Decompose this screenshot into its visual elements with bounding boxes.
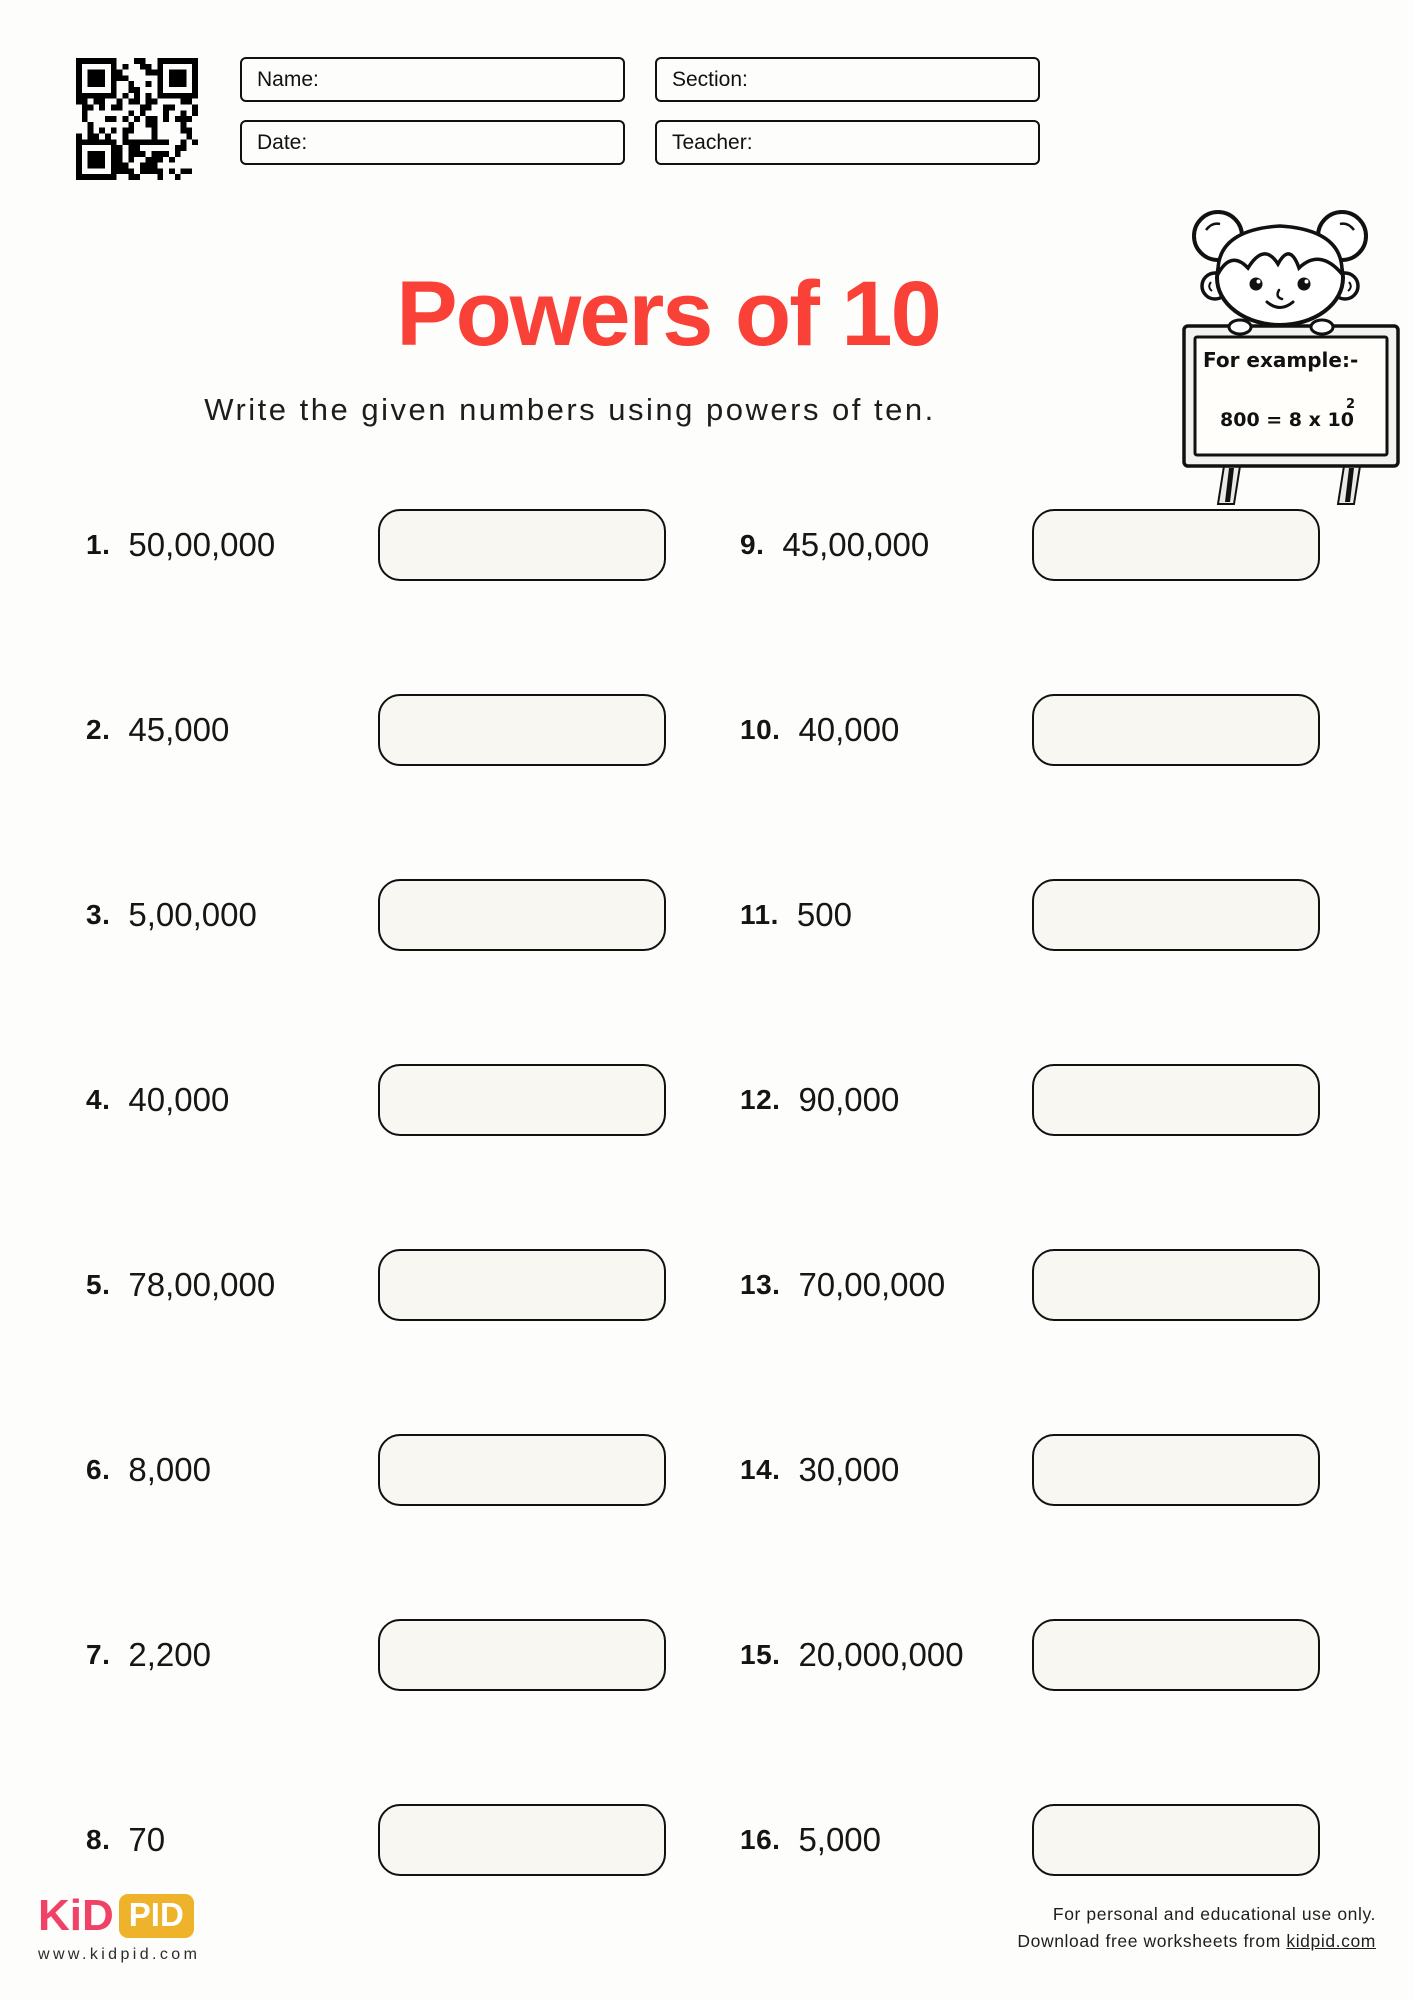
answer-box[interactable] [1032,879,1320,951]
problem-item [86,519,275,571]
kidpid-logo [38,1891,200,1941]
answer-box[interactable] [378,1619,666,1691]
problem-value: 40,000 [798,711,900,748]
girl-mascot-illustration [1182,178,1402,510]
problem-value: 8,000 [128,1451,211,1488]
problem-item [86,1629,211,1681]
problem-number: 4. [86,1084,111,1115]
answer-box[interactable] [1032,509,1320,581]
answer-box[interactable] [378,1249,666,1321]
problem-item [740,704,899,756]
problem-item [740,1814,881,1866]
problem-number: 5. [86,1269,111,1300]
answer-box[interactable] [1032,1619,1320,1691]
answer-box[interactable] [1032,1804,1320,1876]
problem-number: 8. [86,1824,111,1855]
problem-number: 3. [86,899,111,930]
footer-branding [38,1891,200,1964]
answer-box[interactable] [1032,1249,1320,1321]
footer-note [1017,1901,1376,1955]
problem-number: 16. [740,1824,781,1855]
problem-item [740,1629,964,1681]
answer-box[interactable] [378,1064,666,1136]
header-field[interactable] [240,57,625,102]
answer-box[interactable] [378,1804,666,1876]
problem-value: 90,000 [798,1081,900,1118]
problem-number: 2. [86,714,111,745]
problem-item [740,889,852,941]
problem-number: 7. [86,1639,111,1670]
qr-code [76,58,198,180]
page-title: Powers of 10 [396,263,940,365]
problem-number: 13. [740,1269,781,1300]
problem-value: 45,000 [128,711,230,748]
field-label: Name: [257,67,319,91]
problem-item [740,1074,899,1126]
problem-number: 12. [740,1084,781,1115]
header-field[interactable] [655,120,1040,165]
problem-number: 15. [740,1639,781,1670]
answer-box[interactable] [378,509,666,581]
answer-box[interactable] [1032,694,1320,766]
problem-value: 70,00,000 [798,1266,946,1303]
problem-number: 11. [740,899,779,930]
problem-value: 2,200 [128,1636,211,1673]
problem-item [86,1259,275,1311]
header-field[interactable] [240,120,625,165]
answer-box[interactable] [378,879,666,951]
field-label: Section: [672,67,748,91]
problem-item [86,1444,211,1496]
instructions-text: Write the given numbers using powers of ten. [204,392,936,427]
example-exponent: 2 [1346,397,1356,412]
answer-box[interactable] [1032,1064,1320,1136]
usage-note-line2-text: Download free worksheets from [1017,1931,1287,1952]
problem-item [740,1444,899,1496]
problem-number: 9. [740,529,765,560]
problem-value: 40,000 [128,1081,230,1118]
header-field[interactable] [655,57,1040,102]
answer-box[interactable] [1032,1434,1320,1506]
problem-value: 78,00,000 [128,1266,276,1303]
field-label: Date: [257,130,308,154]
usage-note-line1: For personal and educational use only. [1052,1904,1376,1924]
website-url: www.kidpid.com [38,1946,201,1963]
problem-item [740,519,929,571]
problem-value: 5,000 [798,1821,882,1858]
problem-value: 30,000 [798,1451,900,1488]
problem-number: 14. [740,1454,781,1485]
problem-item [86,1074,229,1126]
problem-value: 20,000,000 [798,1636,964,1673]
problem-value: 45,00,000 [782,526,930,563]
problem-value: 70 [128,1821,166,1858]
kidpid-link[interactable]: kidpid.com [1286,1931,1376,1952]
problem-value: 50,00,000 [128,526,276,563]
problem-value: 500 [796,896,852,933]
problem-item [86,704,229,756]
problem-number: 10. [740,714,781,745]
example-heading: For example:- [1203,348,1359,372]
logo-pid-badge: PID [119,1894,194,1938]
problem-number: 1. [86,529,111,560]
hand-left [1229,320,1251,334]
problem-number: 6. [86,1454,111,1485]
problem-item [740,1259,945,1311]
problem-item [86,1814,165,1866]
problem-value: 5,00,000 [128,896,257,933]
field-label: Teacher: [672,130,753,154]
answer-box[interactable] [378,1434,666,1506]
usage-note-line2 [1017,1928,1376,1955]
logo-kid-text: KiD [38,1891,114,1940]
problem-item [86,889,257,941]
answer-box[interactable] [378,694,666,766]
example-equation: 800 = 8 x 10 [1220,409,1354,431]
hand-right [1311,320,1333,334]
